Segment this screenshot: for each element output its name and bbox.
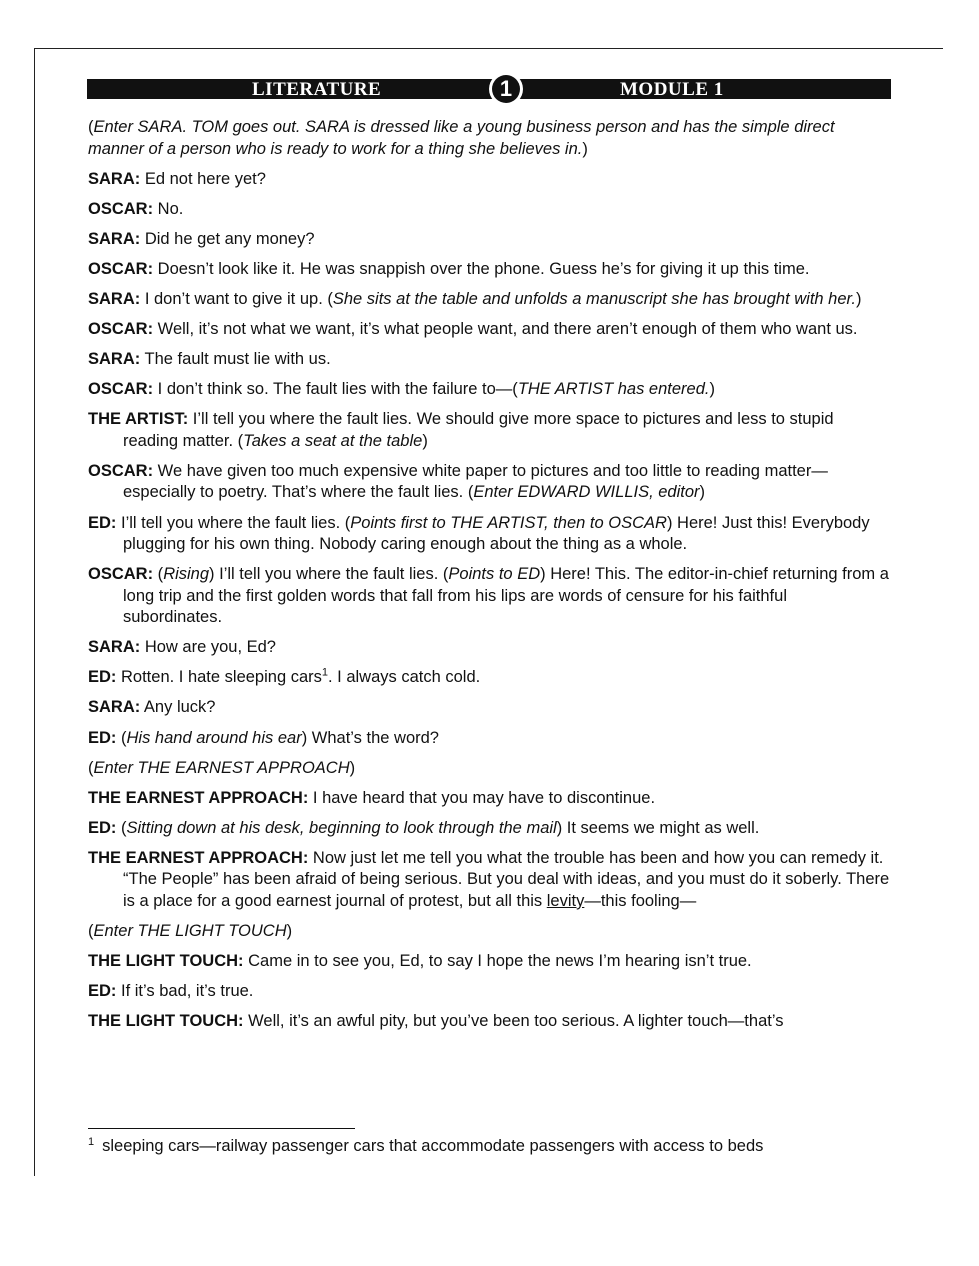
dialogue-line: SARA: The fault must lie with us. bbox=[88, 350, 331, 369]
header-number-badge bbox=[489, 72, 523, 106]
speaker-name: SARA: bbox=[88, 229, 141, 248]
vocabulary-word: levity bbox=[546, 891, 585, 910]
speaker-name: THE ARTIST: bbox=[88, 410, 189, 429]
footnote bbox=[88, 1136, 890, 1157]
speaker-name: ED: bbox=[88, 668, 117, 687]
page-frame-top bbox=[34, 48, 943, 49]
speaker-name: ED: bbox=[88, 513, 117, 532]
speaker-name: OSCAR: bbox=[88, 320, 154, 339]
header-banner bbox=[87, 76, 891, 101]
stage-direction: (Enter THE LIGHT TOUCH) bbox=[88, 921, 293, 940]
speaker-name: OSCAR: bbox=[88, 461, 154, 480]
dialogue-line: THE ARTIST: I’ll tell you where the fault lies. We should give more space to pictures and less to stupid reading matter. (Takes a seat at the table) bbox=[88, 410, 834, 450]
speaker-name: THE EARNEST APPROACH: bbox=[88, 788, 309, 807]
footnote-number: 1 bbox=[88, 1135, 95, 1148]
speaker-name: SARA: bbox=[88, 638, 141, 657]
header-module-title: MODULE 1 bbox=[620, 79, 724, 100]
speaker-name: THE LIGHT TOUCH: bbox=[88, 952, 244, 971]
speaker-name: ED: bbox=[88, 982, 117, 1001]
speaker-name: SARA: bbox=[88, 698, 141, 717]
footnote-divider bbox=[88, 1128, 355, 1129]
speaker-name: OSCAR: bbox=[88, 259, 154, 278]
dialogue-line: THE LIGHT TOUCH: Well, it’s an awful pity, but you’ve been too serious. A lighter touch—that’s bbox=[88, 1012, 784, 1031]
dialogue-line: ED: (Sitting down at his desk, beginning to look through the mail) It seems we might as well. bbox=[88, 818, 760, 837]
dialogue-line: THE EARNEST APPROACH: I have heard that you may have to discontinue. bbox=[88, 788, 656, 807]
dialogue-line: THE EARNEST APPROACH: Now just let me tell you what the trouble has been and how you can remedy it. “The People” has been afraid of being serious. But you deal with ideas, and you must do it soberly. There is a place for a good earnest journal of protest, but all this levity—this fooling— bbox=[88, 848, 890, 910]
dialogue-line: SARA: Any luck? bbox=[88, 698, 216, 717]
dialogue-line: OSCAR: I don’t think so. The fault lies with the failure to—(THE ARTIST has entered.) bbox=[88, 380, 715, 399]
dialogue-line: THE LIGHT TOUCH: Came in to see you, Ed, to say I hope the news I’m hearing isn’t true. bbox=[88, 952, 752, 971]
dialogue-line: OSCAR: (Rising) I’ll tell you where the fault lies. (Points to ED) Here! This. The editor-in-chief returning from a long trip and the first golden words that fall from his lips are words of censure for his faithful subordinates. bbox=[88, 565, 889, 627]
page-frame-left bbox=[34, 48, 35, 1176]
dialogue-line: SARA: I don’t want to give it up. (She sits at the table and unfolds a manuscript she has brought with her.) bbox=[88, 289, 862, 308]
speaker-name: OSCAR: bbox=[88, 565, 154, 584]
speaker-name: SARA: bbox=[88, 350, 141, 369]
footnote-text: sleeping cars—railway passenger cars that accommodate passengers with access to beds bbox=[102, 1137, 764, 1155]
header-section-title: LITERATURE bbox=[252, 79, 382, 100]
speaker-name: SARA: bbox=[88, 169, 141, 188]
dialogue-line: ED: (His hand around his ear) What’s the word? bbox=[88, 728, 439, 747]
dialogue-line: SARA: How are you, Ed? bbox=[88, 638, 276, 657]
speaker-name: OSCAR: bbox=[88, 380, 154, 399]
dialogue-line: OSCAR: No. bbox=[88, 199, 184, 218]
speaker-name: THE EARNEST APPROACH: bbox=[88, 848, 309, 867]
script-body bbox=[88, 117, 890, 1041]
speaker-name: OSCAR: bbox=[88, 199, 154, 218]
header-number: 1 bbox=[492, 75, 520, 103]
dialogue-line: OSCAR: Well, it’s not what we want, it’s what people want, and there aren’t enough of them who want us. bbox=[88, 320, 858, 339]
footnote-marker: 1 bbox=[321, 666, 328, 679]
dialogue-line: SARA: Did he get any money? bbox=[88, 229, 315, 248]
dialogue-line: OSCAR: We have given too much expensive white paper to pictures and too little to reading matter—especially to poetry. That’s where the fault lies. (Enter EDWARD WILLIS, editor) bbox=[88, 461, 828, 502]
stage-direction: (Enter SARA. TOM goes out. SARA is dressed like a young business person and has the simple direct manner of a person who is ready to work for a thing she believes in.) bbox=[88, 118, 835, 158]
speaker-name: THE LIGHT TOUCH: bbox=[88, 1012, 244, 1031]
stage-direction: (Enter THE EARNEST APPROACH) bbox=[88, 758, 356, 777]
dialogue-line: ED: Rotten. I hate sleeping cars$^1$. I always catch cold. bbox=[88, 666, 481, 687]
dialogue-line: ED: I’ll tell you where the fault lies. (Points first to THE ARTIST, then to OSCAR) Here! Just this! Everybody plugging for his own thing. Nobody caring enough about the thing as a whole. bbox=[88, 513, 870, 554]
dialogue-line: SARA: Ed not here yet? bbox=[88, 169, 266, 188]
speaker-name: ED: bbox=[88, 818, 117, 837]
speaker-name: ED: bbox=[88, 728, 117, 747]
dialogue-line: OSCAR: Doesn’t look like it. He was snappish over the phone. Guess he’s for giving it up this time. bbox=[88, 259, 810, 278]
speaker-name: SARA: bbox=[88, 289, 141, 308]
dialogue-line: ED: If it’s bad, it’s true. bbox=[88, 982, 254, 1001]
